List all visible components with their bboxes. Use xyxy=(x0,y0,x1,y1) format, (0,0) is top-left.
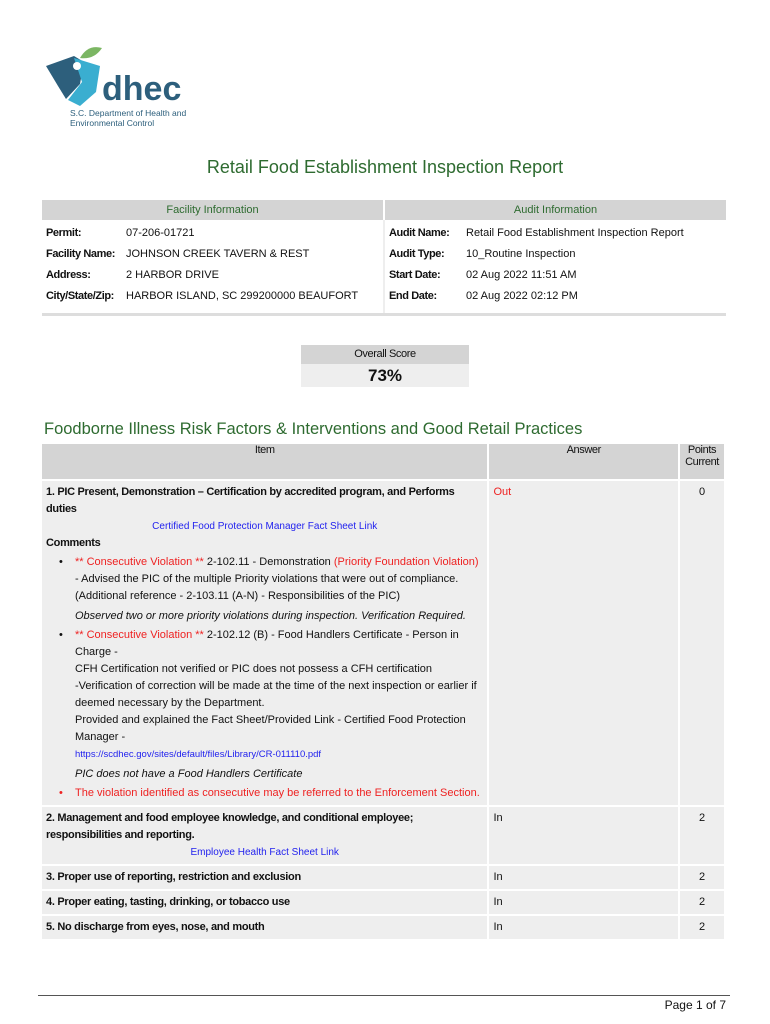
table-row xyxy=(42,865,725,890)
table-row xyxy=(42,915,725,940)
field-label: Facility Name: xyxy=(46,248,115,260)
audit-header: Audit Information xyxy=(513,204,598,216)
info-table xyxy=(42,200,726,316)
item-text: 2. Management and food employee knowledge, and conditional employee; responsibilities and reporting. xyxy=(46,812,414,841)
item-text: 5. No discharge from eyes, nose, and mouth xyxy=(42,915,488,940)
field-label: Audit Type: xyxy=(389,248,445,260)
audit-name-value: Retail Food Establishment Inspection Report xyxy=(466,227,684,239)
overall-score xyxy=(301,345,469,387)
score-label: Overall Score xyxy=(301,345,469,364)
violation-prefix: ** Consecutive Violation ** xyxy=(75,629,204,641)
report-title: Retail Food Establishment Inspection Report xyxy=(206,157,564,177)
facility-name-value: JOHNSON CREEK TAVERN & REST xyxy=(126,248,310,260)
start-date-value: 02 Aug 2022 11:51 AM xyxy=(466,269,577,281)
section-title: Foodborne Illness Risk Factors & Interventions and Good Retail Practices xyxy=(44,420,583,438)
facility-header: Facility Information xyxy=(42,200,385,220)
observation: Observed two or more priority violations during inspection. Verification Required. xyxy=(75,610,466,622)
comment-item xyxy=(75,627,483,783)
points-header: Points Current xyxy=(679,444,725,480)
points: 2 xyxy=(679,806,725,865)
violation-text: - Advised the PIC of the multiple Priority violations that were out of compliance. xyxy=(75,573,459,585)
table-row xyxy=(42,480,725,806)
answer-header: Answer xyxy=(488,444,679,480)
violation-code: 2-102.11 - Demonstration xyxy=(203,556,334,568)
violation-code: 2-102.12 (B) - Food Handlers Certificate - Person in Charge - xyxy=(75,629,459,658)
inspection-table xyxy=(42,444,726,941)
score-value: 73% xyxy=(301,364,469,387)
audit-info xyxy=(385,220,726,313)
item-text: 1. PIC Present, Demonstration – Certification by accredited program, and Performs duties xyxy=(46,486,455,515)
footer-divider xyxy=(38,995,730,996)
facility-info xyxy=(42,220,385,313)
city-value: HARBOR ISLAND, SC 299200000 BEAUFORT xyxy=(126,290,359,302)
table-row xyxy=(42,890,725,915)
item-text: 4. Proper eating, tasting, drinking, or tobacco use xyxy=(42,890,488,915)
logo-subtitle: S.C. Department of Health and xyxy=(70,108,187,118)
fact-sheet-link[interactable]: Employee Health Fact Sheet Link xyxy=(190,847,339,858)
field-label: End Date: xyxy=(389,290,437,302)
table-row xyxy=(42,806,725,865)
logo-subtitle: Environmental Control xyxy=(70,118,155,128)
observation: PIC does not have a Food Handlers Certificate xyxy=(75,768,303,780)
comments-label: Comments xyxy=(46,537,101,549)
field-label: Start Date: xyxy=(389,269,441,281)
answer: In xyxy=(488,915,679,940)
audit-type-value: 10_Routine Inspection xyxy=(466,248,576,260)
fact-sheet-url[interactable]: https://scdhec.gov/sites/default/files/Library/CR-011110.pdf xyxy=(75,749,322,760)
field-label: Audit Name: xyxy=(389,227,450,239)
violation-severity: (Priority Foundation Violation) xyxy=(333,556,479,568)
page-number: Page 1 of 7 xyxy=(664,998,726,1012)
field-label: Address: xyxy=(46,269,91,281)
item-header: Item xyxy=(42,444,488,480)
violation-prefix: ** Consecutive Violation ** xyxy=(75,556,204,568)
violation-text: Provided and explained the Fact Sheet/Provided Link - Certified Food Protection Manager - xyxy=(75,714,466,743)
points: 0 xyxy=(679,480,725,806)
violation-text: -Verification of correction will be made at the time of the next inspection or earlier if deemed necessary by the Department. xyxy=(75,680,477,709)
answer: In xyxy=(488,806,679,865)
comment-item xyxy=(75,554,483,625)
field-label: City/State/Zip: xyxy=(46,290,114,302)
permit-value: 07-206-01721 xyxy=(126,227,195,239)
points: 2 xyxy=(679,865,725,890)
violation-text: (Additional reference - 2-103.11 (A-N) - Responsibilities of the PIC) xyxy=(75,590,401,602)
end-date-value: 02 Aug 2022 02:12 PM xyxy=(466,290,578,302)
svg-text:dhec: dhec xyxy=(102,70,182,108)
answer: In xyxy=(488,865,679,890)
fact-sheet-link[interactable]: Certified Food Protection Manager Fact Sheet Link xyxy=(152,521,378,532)
points: 2 xyxy=(679,890,725,915)
violation-text: CFH Certification not verified or PIC does not possess a CFH certification xyxy=(75,663,433,675)
answer: In xyxy=(488,890,679,915)
answer: Out xyxy=(488,480,679,806)
comment-item: • The violation identified as consecutive may be referred to the Enforcement Section. xyxy=(75,785,483,802)
item-text: 3. Proper use of reporting, restriction and exclusion xyxy=(42,865,488,890)
points: 2 xyxy=(679,915,725,940)
address-value: 2 HARBOR DRIVE xyxy=(126,269,219,281)
field-label: Permit: xyxy=(46,227,82,239)
